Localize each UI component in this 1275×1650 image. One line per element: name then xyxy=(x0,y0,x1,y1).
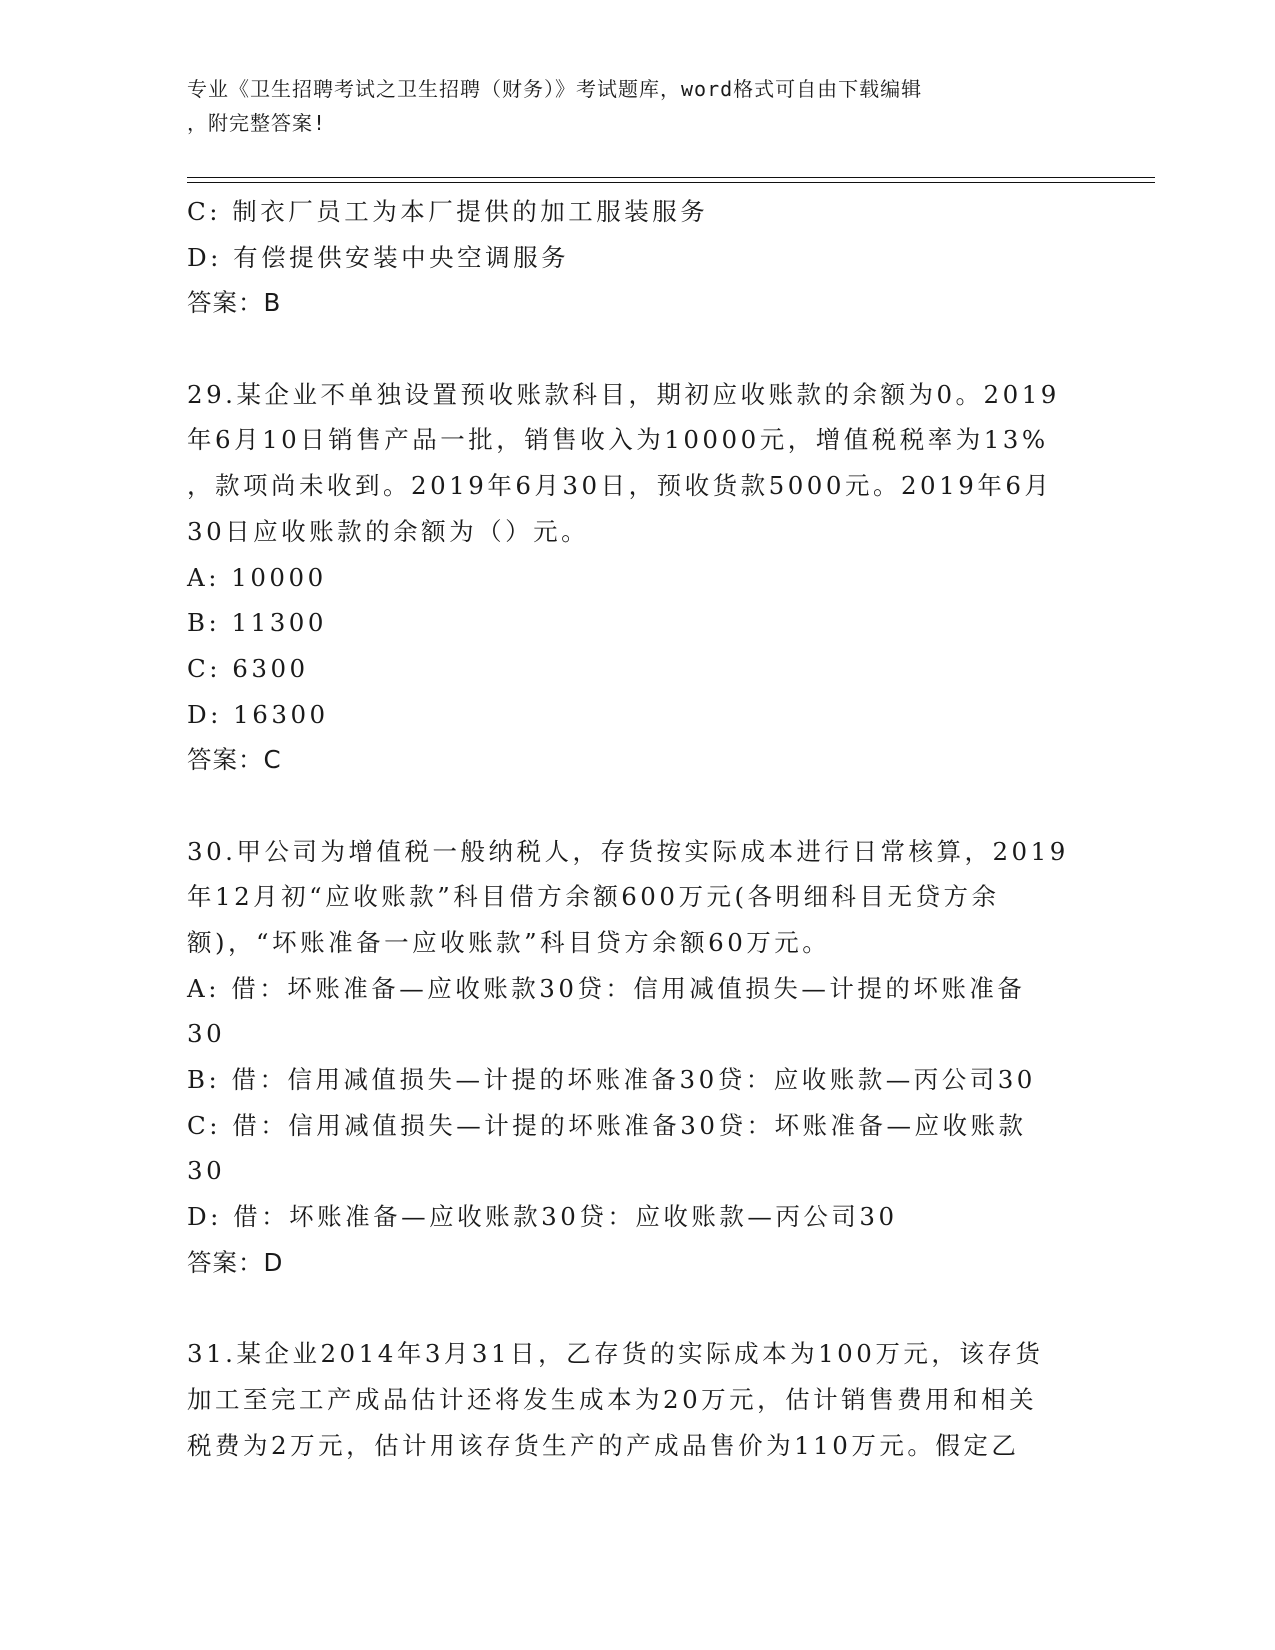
document-body xyxy=(187,189,1087,1468)
question-30 xyxy=(187,829,1087,1286)
option-d: D: 有偿提供安装中央空调服务 xyxy=(187,242,570,272)
question-stem-line: 31.某企业2014年3月31日，乙存货的实际成本为100万元，该存货 xyxy=(187,1339,1044,1369)
option-b: B: 11300 xyxy=(187,608,327,638)
option-c-continued: 30 xyxy=(187,1156,226,1186)
answer: 答案：D xyxy=(187,1247,284,1277)
option-c: C: 制衣厂员工为本厂提供的加工服装服务 xyxy=(187,197,709,226)
option-b: B: 借：信用减值损失—计提的坏账准备30贷：应收账款—丙公司30 xyxy=(187,1065,1036,1095)
question-28-tail xyxy=(187,189,1087,326)
answer: 答案：B xyxy=(187,288,282,318)
question-stem-line: 年12月初“应收账款”科目借方余额600万元(各明细科目无贷方余 xyxy=(187,882,1000,912)
question-stem-line: ，款项尚未收到。2019年6月30日，预收货款5000元。2019年6月 xyxy=(187,471,1053,501)
question-stem-line: 30日应收账款的余额为（）元。 xyxy=(187,516,590,546)
header-divider-bottom xyxy=(187,182,1155,183)
header-divider-top xyxy=(187,177,1155,178)
question-stem-line: 年6月10日销售产品一批，销售收入为10000元，增值税税率为13% xyxy=(187,425,1049,455)
question-stem-line: 加工至完工产成品估计还将发生成本为20万元，估计销售费用和相关 xyxy=(187,1384,1038,1414)
document-header xyxy=(187,72,1067,140)
question-29 xyxy=(187,372,1087,783)
option-a-continued: 30 xyxy=(187,1019,226,1049)
option-d: D: 16300 xyxy=(187,699,329,729)
question-stem-line: 30.甲公司为增值税一般纳税人，存货按实际成本进行日常核算，2019 xyxy=(187,836,1069,866)
question-stem-line: 额)，“坏账准备一应收账款”科目贷方余额60万元。 xyxy=(187,928,831,957)
option-c: C: 6300 xyxy=(187,653,309,683)
question-stem-line: 税费为2万元，估计用该存货生产的产成品售价为110万元。假定乙 xyxy=(187,1430,1020,1460)
option-d: D: 借：坏账准备—应收账款30贷：应收账款—丙公司30 xyxy=(187,1202,898,1232)
answer: 答案：C xyxy=(187,745,282,775)
question-stem-line: 29.某企业不单独设置预收账款科目，期初应收账款的余额为0。2019 xyxy=(187,379,1060,409)
header-line-2: ，附完整答案! xyxy=(187,111,327,135)
option-a: A: 10000 xyxy=(187,562,327,592)
option-a: A: 借：坏账准备—应收账款30贷：信用减值损失—计提的坏账准备 xyxy=(187,973,1026,1003)
question-31 xyxy=(187,1331,1087,1468)
option-c: C: 借：信用减值损失—计提的坏账准备30贷：坏账准备—应收账款 xyxy=(187,1110,1027,1140)
header-line-1: 专业《卫生招聘考试之卫生招聘（财务）》考试题库，word格式可自由下载编辑 xyxy=(187,77,923,101)
